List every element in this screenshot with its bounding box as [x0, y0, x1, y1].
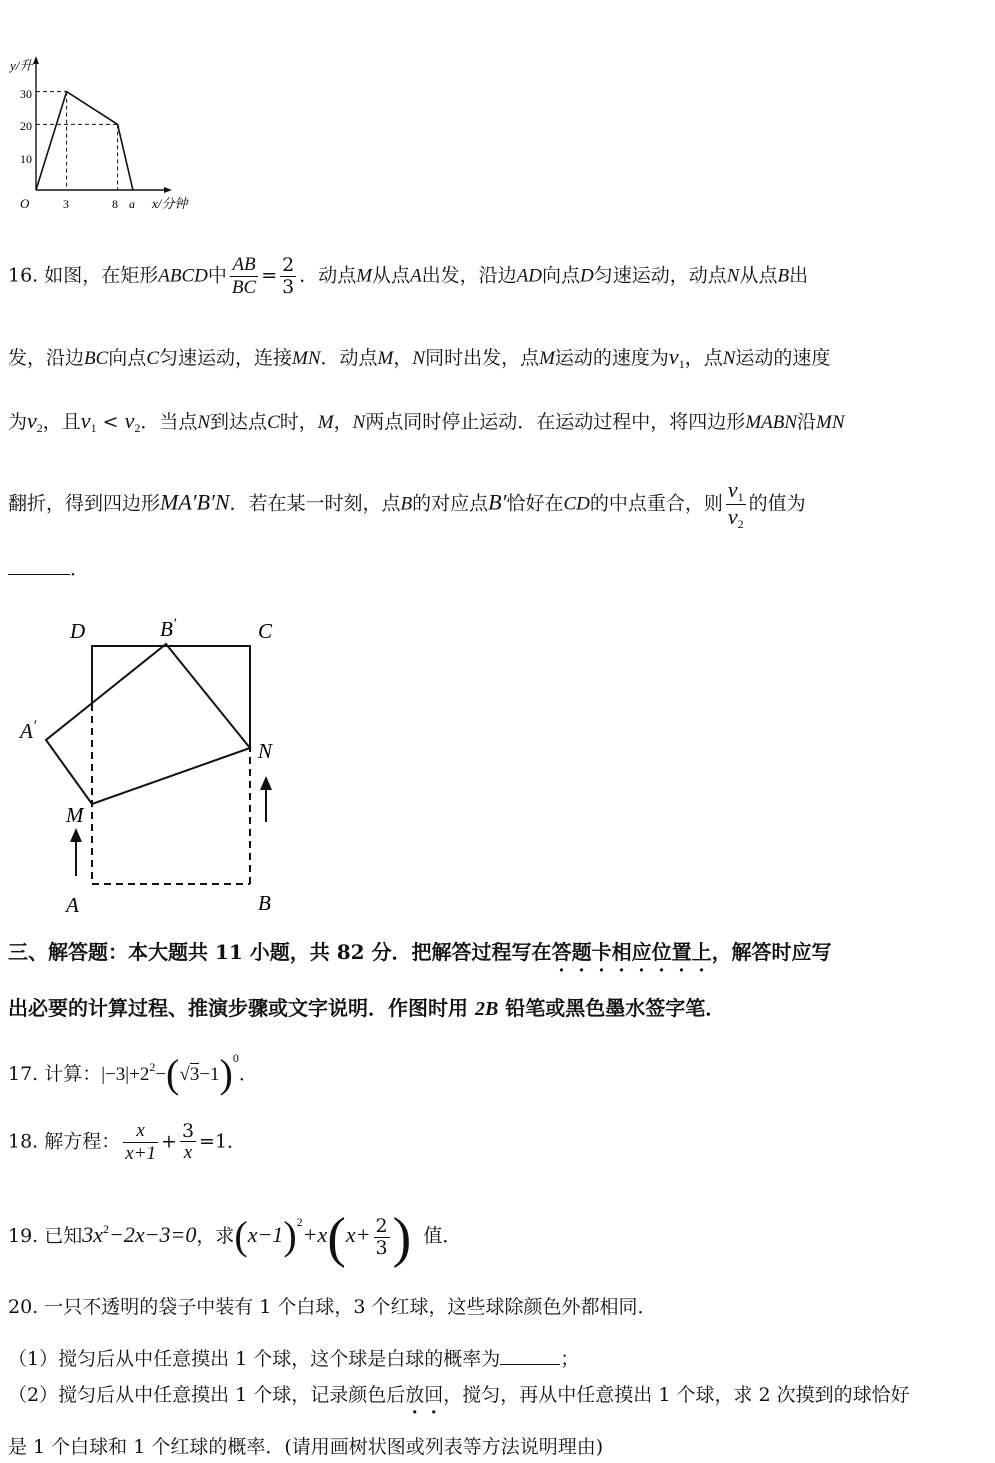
x-tick-8: 8	[112, 197, 118, 211]
y-axis-label: y/升	[10, 58, 33, 73]
ratio-2-3: $\frac{2}{3}$	[282, 254, 295, 298]
q20-part1: （1）搅匀后从中任意摸出 1 个球，这个球是白球的概率为 ；	[8, 1348, 580, 1370]
q20-stem: 20. 一只不透明的袋子中装有 1 个白球，3 个红球，这些球除颜色外都相同．	[8, 1296, 657, 1318]
arrow-n-head	[260, 776, 272, 790]
ratio-v1-v2: $\frac{v_1}{v_2}$	[727, 477, 744, 532]
section3-line-1: 三、解答题：本大题共 11 小题，共 82 分．把解答过程写在答题卡相应位置上，解答时应写	[8, 940, 832, 964]
ratio-ab-bc: $\frac{AB}{BC}$	[231, 254, 257, 298]
q16-line-4: 翻折，得到四边形MA′B′N．若在某一时刻，点B的对应点B′恰好在CD的中点重合，则 $\frac{v_1}{v_2}$ 的值为	[8, 477, 806, 532]
rect-top-solid	[92, 646, 250, 748]
q19: 19. 已知$3x^2-2x-3=0$，求$(x-1)^2+x(x+$ $\frac{2}{3}$ ) 值．	[8, 1207, 462, 1269]
q16-line-2: 发，沿边BC向点C匀速运动，连接MN．动点M，N同时出发，点M运动的速度为$v_1$，点N运动的速度	[8, 344, 831, 371]
arrow-m-head	[70, 828, 82, 842]
q20-part2: （2）搅匀后从中任意摸出 1 个球，记录颜色后放回，搅匀，再从中任意摸出 1 个球，求 2 次摸到的球恰好	[8, 1384, 910, 1406]
y-axis-arrow	[33, 56, 39, 64]
x-tick-3: 3	[63, 197, 69, 211]
q16-answer-line: ．	[8, 556, 89, 579]
answer-blank-20-1	[500, 1346, 560, 1365]
x-axis-arrow	[164, 187, 172, 193]
q17: 17. 计算：$|-3|+2^2-(√3-1)^0$．	[8, 1051, 258, 1096]
x-axis-label: x/分钟	[152, 196, 188, 211]
label-n: N	[258, 739, 273, 763]
folded-quad	[46, 644, 250, 804]
y-tick-30: 30	[20, 87, 32, 101]
label-d: D	[70, 619, 86, 643]
series-line	[36, 92, 133, 190]
origin-label: O	[20, 196, 30, 211]
label-b-prime: B′	[160, 616, 177, 641]
y-tick-20: 20	[20, 119, 32, 133]
q16-number: 16.	[8, 264, 39, 287]
y-tick-10: 10	[20, 152, 32, 166]
graph-axes	[33, 56, 172, 193]
q19-frac: $\frac{2}{3}$	[375, 1214, 388, 1259]
q18-frac-2: $\frac{3}{x}$	[181, 1119, 195, 1164]
section3-line-2: 出必要的计算过程、推演步骤或文字说明．作图时用 2B 铅笔或黑色墨水签字笔．	[8, 996, 726, 1020]
label-a: A	[66, 893, 79, 917]
label-m: M	[66, 803, 84, 827]
label-c: C	[258, 619, 273, 643]
answer-blank-16	[8, 556, 70, 575]
label-a-prime: A′	[20, 718, 37, 743]
label-b: B	[258, 891, 271, 915]
q16-line-1: 16. 如图，在矩形ABCD中 $\frac{AB}{BC}$ = $\frac{2}{3}$ ．动点M从点A出发，沿边AD向点D匀速运动，动点N从点B出	[8, 254, 809, 298]
rectangle-fold-figure	[8, 604, 298, 924]
q16-line-3: 为$v_2$，且$v_1 < v_2$．当点N到达点C时，M，N两点同时停止运动．在运动过程中，将四边形MABN沿MN	[8, 408, 845, 435]
q18-frac-1: $\frac{x}{x+1}$	[125, 1120, 157, 1164]
q18: 18. 解方程： $\frac{x}{x+1}$ + $\frac{3}{x}$ =1．	[8, 1119, 247, 1164]
rect-name: ABCD	[158, 265, 208, 287]
q20-part2-cont: 是 1 个白球和 1 个红球的概率．(请用画树状图或列表等方法说明理由)	[8, 1436, 604, 1458]
water-graph	[8, 52, 203, 220]
x-tick-a: a	[129, 197, 135, 211]
